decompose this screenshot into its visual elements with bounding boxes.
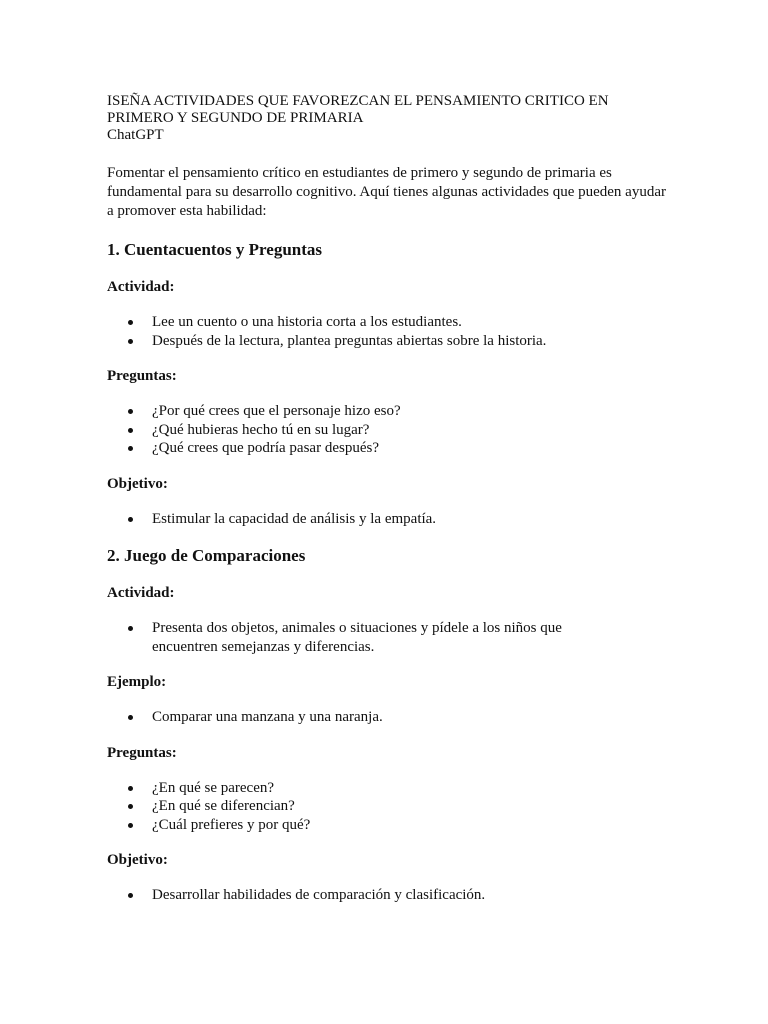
section-1-preguntas-label: Preguntas: — [107, 368, 177, 384]
section-2-title: 2. Juego de Comparaciones — [107, 546, 306, 565]
bullet-icon — [128, 786, 133, 791]
bullet-icon — [128, 339, 133, 344]
list-item-text: Desarrollar habilidades de comparación y clasificación. — [152, 887, 486, 903]
list-item — [107, 332, 667, 351]
bullet-icon — [128, 446, 133, 451]
bullet-icon — [128, 804, 133, 809]
list-item-text: ¿En qué se diferencian? — [152, 798, 295, 814]
section-2-actividad-list — [107, 619, 667, 656]
list-item — [107, 402, 667, 421]
section-1-actividad-list — [107, 313, 667, 350]
intro-paragraph: Fomentar el pensamiento crítico en estudiantes de primero y segundo de primaria es fundamental para su desarrollo cognitivo. Aquí tienes algunas actividades que pueden ayudar a promover esta habilidad: — [107, 165, 666, 219]
list-item-text: Estimular la capacidad de análisis y la empatía. — [152, 510, 437, 527]
list-item-text: ¿Qué hubieras hecho tú en su lugar? — [152, 421, 370, 438]
list-item — [107, 816, 667, 835]
section-2-actividad-label: Actividad: — [107, 585, 175, 601]
section-1-objetivo-list — [107, 510, 667, 529]
list-item-text: Comparar una manzana y una naranja. — [152, 709, 383, 725]
list-item-text: ¿En qué se parecen? — [152, 779, 275, 796]
section-2-ejemplo-label: Ejemplo: — [107, 674, 167, 690]
bullet-icon — [128, 409, 133, 414]
section-2-objetivo-label: Objetivo: — [107, 852, 168, 868]
bullet-icon — [128, 715, 133, 720]
section-1-title: 1. Cuentacuentos y Preguntas — [107, 240, 323, 259]
list-item — [107, 510, 667, 529]
list-item — [107, 797, 667, 816]
list-item — [107, 708, 667, 727]
bullet-icon — [128, 517, 133, 522]
list-item-text: Presenta dos objetos, animales o situaciones y pídele a los niños que encuentren semejanzas y diferencias. — [152, 620, 562, 655]
bullet-icon — [128, 893, 133, 898]
bullet-icon — [128, 428, 133, 433]
list-item-text: Lee un cuento o una historia corta a los estudiantes. — [152, 314, 462, 330]
document-title-line-1: ISEÑA ACTIVIDADES QUE FAVOREZCAN EL PENSAMIENTO CRITICO EN — [107, 93, 609, 109]
bullet-icon — [128, 626, 133, 631]
list-item — [107, 779, 667, 798]
bullet-icon — [128, 823, 133, 828]
list-item-text: ¿Por qué crees que el personaje hizo eso? — [152, 403, 401, 419]
section-1-objetivo-label: Objetivo: — [107, 475, 168, 492]
document-title-line-2: PRIMERO Y SEGUNDO DE PRIMARIA — [107, 110, 364, 126]
document-source: ChatGPT — [107, 127, 164, 143]
list-item-text: ¿Cuál prefieres y por qué? — [152, 816, 311, 833]
document-page — [107, 93, 667, 905]
section-1-actividad-label: Actividad: — [107, 279, 175, 295]
list-item — [107, 313, 667, 332]
list-item-text: ¿Qué crees que podría pasar después? — [152, 440, 379, 456]
bullet-icon — [128, 320, 133, 325]
section-2-preguntas-list — [107, 779, 667, 835]
list-item-text: Después de la lectura, plantea preguntas abiertas sobre la historia. — [152, 332, 547, 349]
section-2-ejemplo-list — [107, 708, 667, 727]
list-item — [107, 619, 667, 656]
list-item — [107, 421, 667, 440]
section-2-objetivo-list — [107, 886, 667, 905]
section-1-preguntas-list — [107, 402, 667, 458]
section-2-preguntas-label: Preguntas: — [107, 744, 177, 761]
list-item — [107, 439, 667, 458]
list-item — [107, 886, 667, 905]
